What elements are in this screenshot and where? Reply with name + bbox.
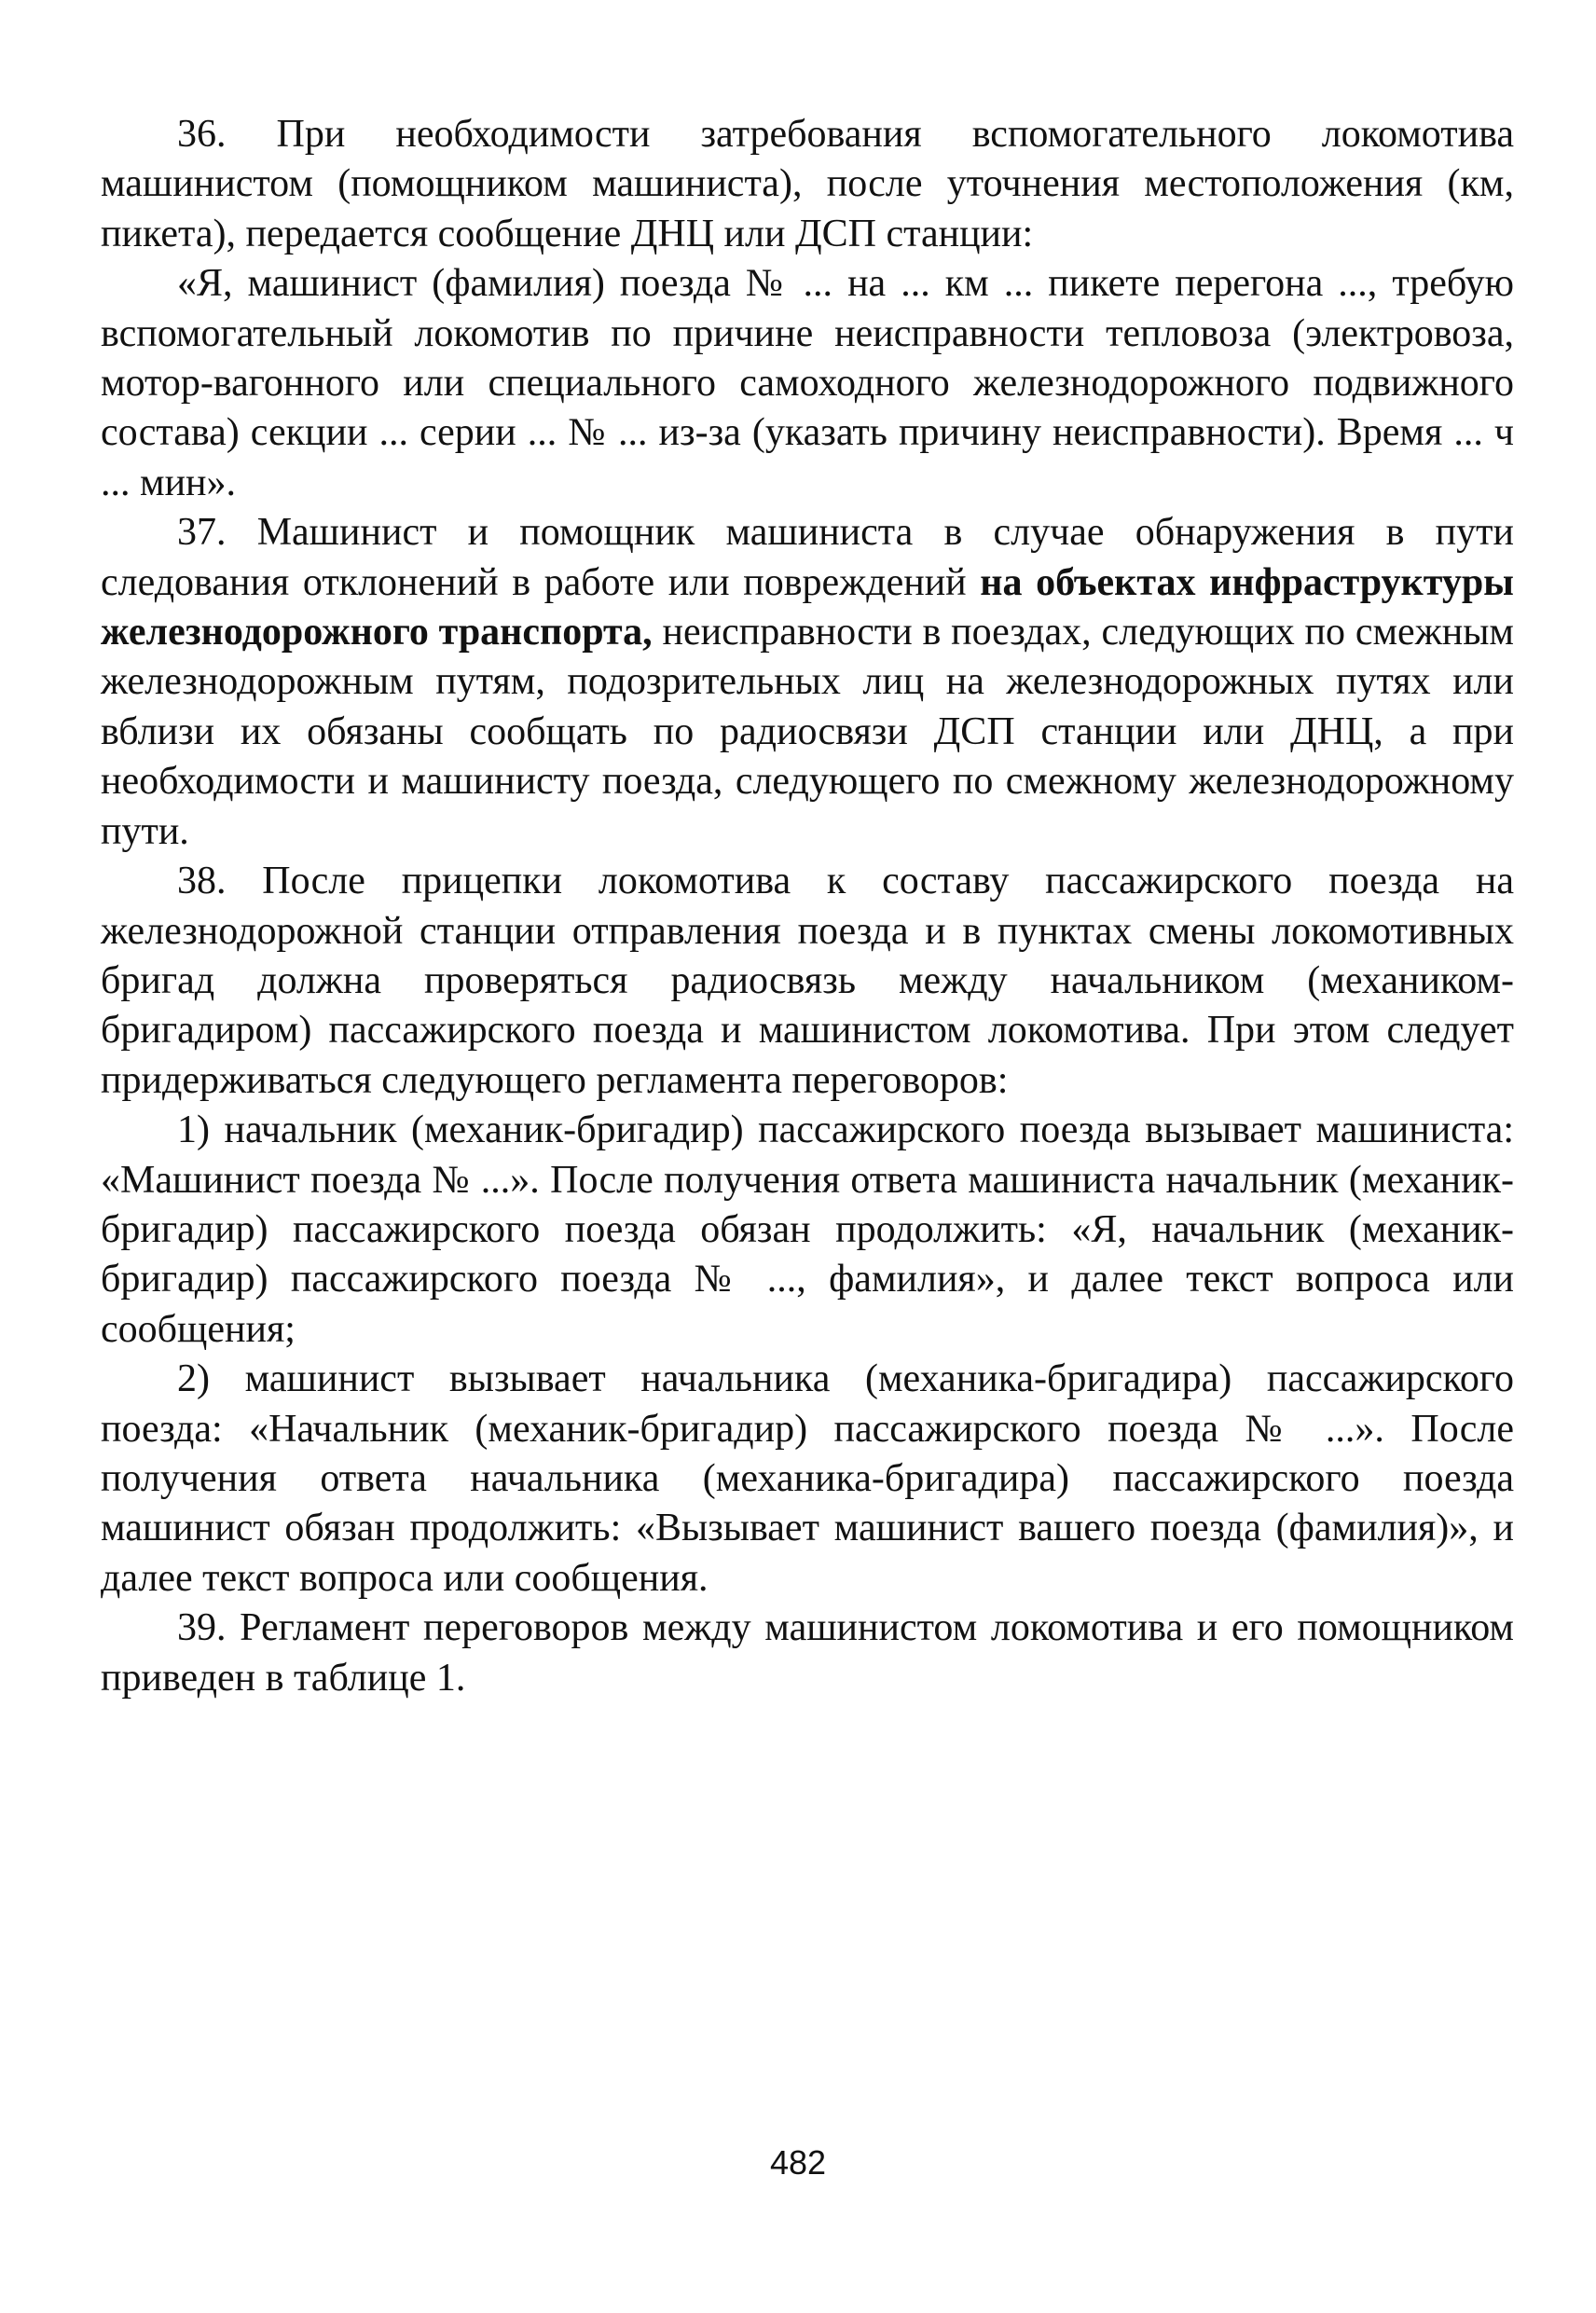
document-page [101,110,1514,1703]
paragraph-38-item-2: 2) машинист вызывает начальника (механика-бригадира) пассажирского поезда: «Начальник (механик-бригадир) пассажирского поезда № ...». После получения ответа начальника (механика-бригадира) пассажирского поезда машинист обязан продолжить: «Вызывает машинист вашего поезда (фамилия)», и далее текст вопроса или сообщения. [101,1357,1514,1600]
paragraph-37-bold: на объектах инфраструктуры железнодорожного транспорта, [101,560,1514,654]
paragraph-37-end: неисправности в поездах, следующих по смежным железнодорожным путям, подозрительных лиц на железнодорожных путях или вблизи их обязаны сообщать по радиосвязи ДСП станции или ДНЦ, а при необходимости и машинисту поезда, следующего по смежному железнодорожному пути. [101,611,1514,853]
paragraph-38-item-1: 1) начальник (механик-бригадир) пассажирского поезда вызывает машиниста: «Машинист поезда № ...». После получения ответа машиниста начальник (механик-бригадир) пассажирского поезда обязан продолжить: «Я, начальник (механик-бригадир) пассажирского поезда № ..., фамилия», и далее текст вопроса или сообщения; [101,1108,1514,1351]
page-number: 482 [769,2143,827,2182]
paragraph-36-quote: «Я, машинист (фамилия) поезда № ... на ... км ... пикете перегона ..., требую вспомогательный локомотив по причине неисправности тепловоза (электровоза, мотор-вагонного или специального самоходного железнодорожного подвижного состава) секции ... серии ... № ... из-за (указать причину неисправности). Время ... ч ... мин». [101,262,1514,504]
paragraph-36: 36. При необходимости затребования вспомогательного локомотива машинистом (помощником машиниста), после уточнения местоположения (км, пикета), передается сообщение ДНЦ или ДСП станции: [101,113,1514,255]
paragraph-37 [101,508,1514,857]
paragraph-39: 39. Регламент переговоров между машинистом локомотива и его помощником приведен в таблице 1. [101,1606,1514,1700]
paragraph-38: 38. После прицепки локомотива к составу пассажирского поезда на железнодорожной станции отправления поезда и в пунктах смены локомотивных бригад должна проверяться радиосвязь между начальником (механиком-бригадиром) пассажирского поезда и машинистом локомотива. При этом следует придерживаться следующего регламента переговоров: [101,860,1514,1102]
paragraph-37-start: 37. Машинист и помощник машиниста в случае обнаружения в пути следования отклонений в работе или повреждений [101,511,1514,604]
